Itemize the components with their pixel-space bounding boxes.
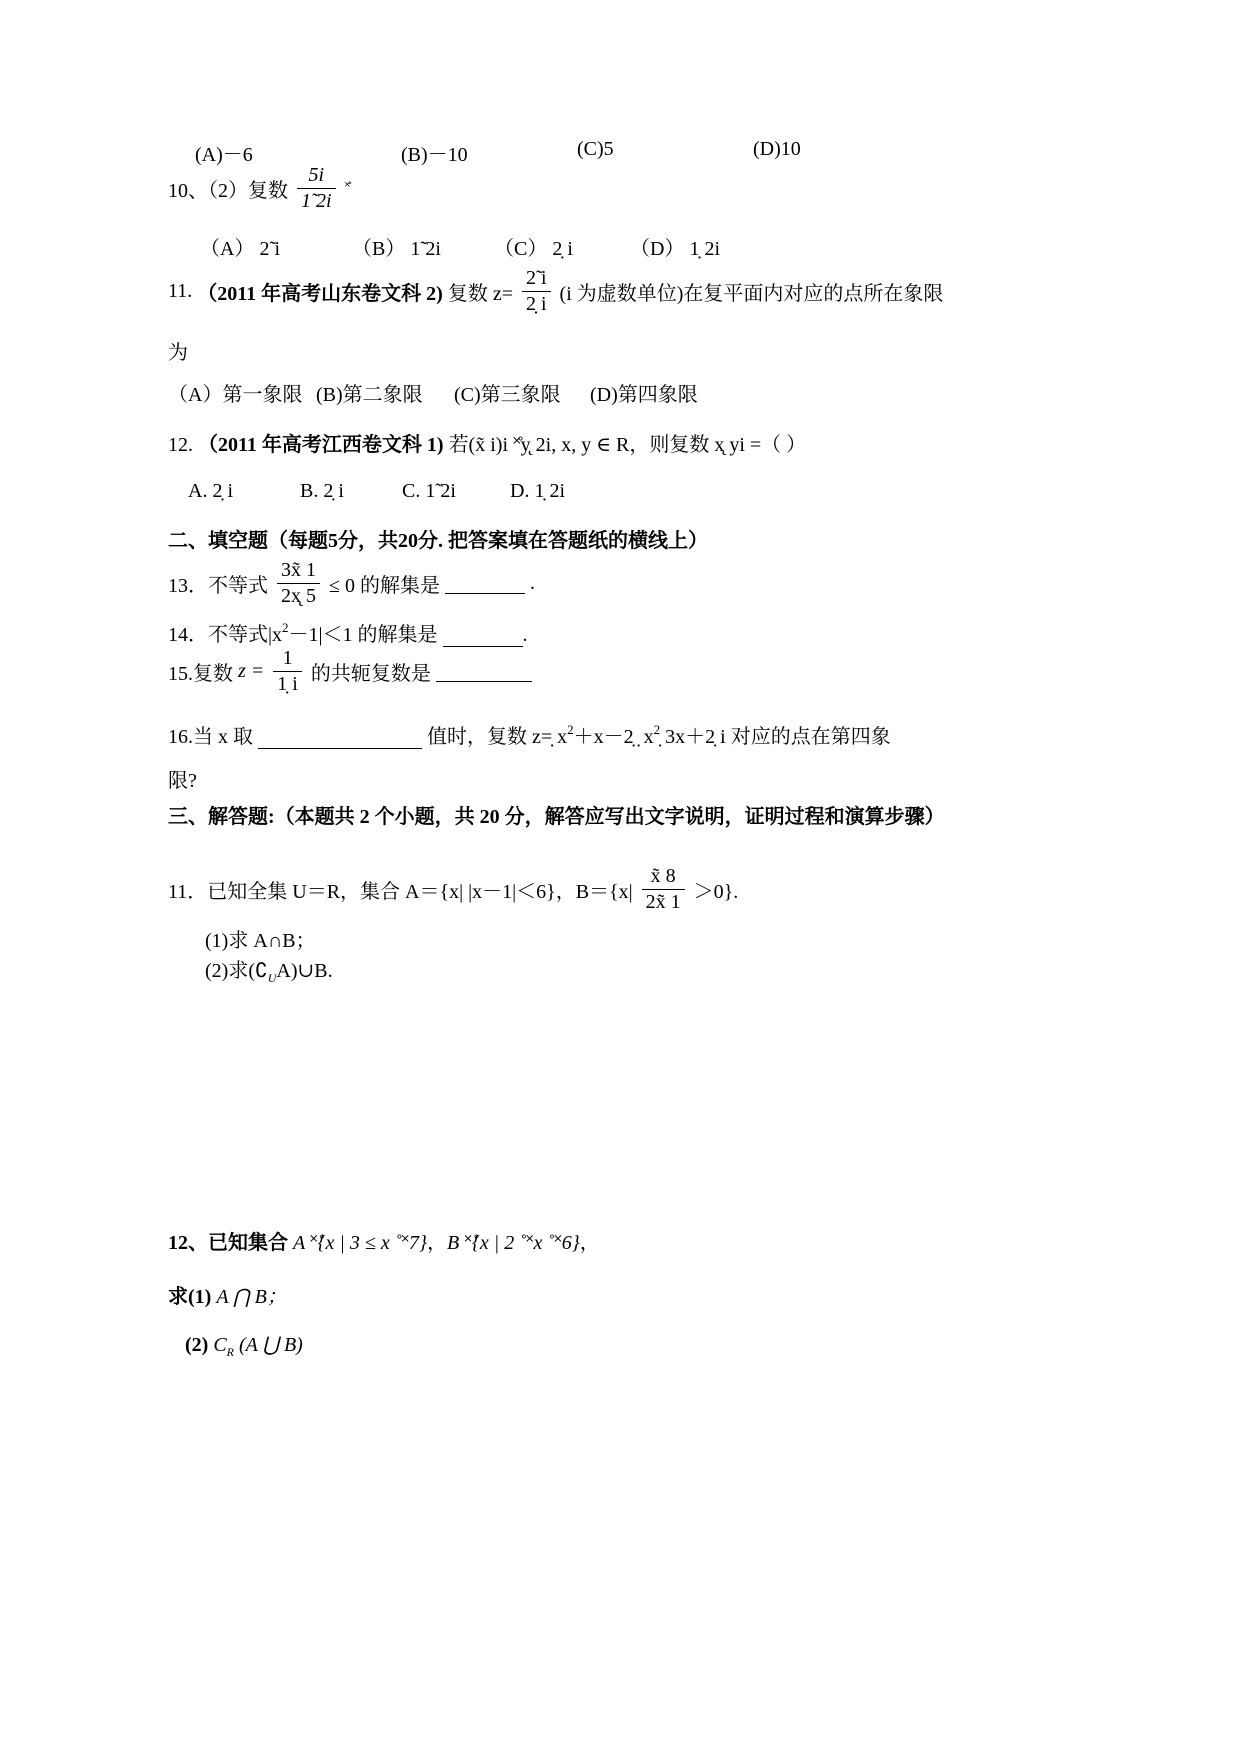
q9-option-b: (B)－10 bbox=[401, 144, 468, 166]
p11-part2-sub: U bbox=[267, 971, 277, 985]
p12-mid: ， bbox=[427, 1232, 448, 1254]
q15-frac-num: 1 bbox=[273, 648, 302, 672]
p11-stem bbox=[168, 866, 738, 913]
q14-answer-blank[interactable] bbox=[443, 626, 523, 647]
p12-end: ， bbox=[579, 1232, 600, 1254]
q10-option-d: （D） 1̣ 2i bbox=[630, 238, 720, 260]
q13-frac-den: 2x̨ 5 bbox=[281, 585, 316, 607]
q15-frac-den: 1̣ i bbox=[277, 673, 298, 695]
p11-tail: ＞0}. bbox=[693, 881, 739, 903]
p12-lead: 12、已知集合 bbox=[168, 1232, 288, 1254]
p12-part2-label: (2) bbox=[185, 1334, 209, 1356]
p12-part1-line bbox=[168, 1280, 287, 1309]
section-3-heading: 三、解答题:（本题共 2 个小题，共 20 分，解答应写出文字说明，证明过程和演算步骤） bbox=[168, 806, 945, 828]
q14-stem bbox=[168, 618, 528, 647]
p12-part2-line bbox=[185, 1332, 303, 1360]
q12-text: 若(x̃ i)i ˟̊y̨ 2i, x, y ∈ R，则复数 x̨ yi =（ ） bbox=[448, 434, 807, 456]
p11-part2: (2)求(∁ bbox=[205, 960, 268, 982]
q12-option-c: C. 1̃ 2i bbox=[402, 480, 456, 502]
p12-part1: A ⋂ B； bbox=[216, 1286, 287, 1308]
q14-lead: 14．不等式|x bbox=[168, 624, 283, 646]
p12-part2-sub: R bbox=[226, 1345, 235, 1359]
q13-fraction bbox=[277, 560, 320, 607]
q13-frac-num: 3x̃ 1 bbox=[277, 560, 320, 584]
q11-text2: (i 为虚数单位)在复平面内对应的点所在象限 bbox=[559, 283, 944, 305]
q12-option-a: A. 2̣ i bbox=[188, 480, 233, 502]
q12-option-b: B. 2̣ i bbox=[300, 480, 344, 502]
q12-stem bbox=[168, 428, 806, 457]
q10-tail: ˟̊ bbox=[344, 180, 350, 196]
q15-stem bbox=[168, 648, 532, 695]
q16-text2: ＋x－2̣ ̣ x bbox=[573, 726, 654, 748]
p12-stem bbox=[168, 1226, 600, 1255]
q9-option-d: (D)10 bbox=[753, 138, 801, 160]
q14-sup: 2 bbox=[282, 620, 289, 635]
q11-option-b: (B)第二象限 bbox=[316, 384, 423, 406]
q16-text: 值时，复数 z=̣ x bbox=[427, 726, 568, 748]
p12-part2: (A ⋃ B) bbox=[239, 1334, 303, 1356]
q16-stem bbox=[168, 720, 891, 749]
p11-part2-end: A)∪B. bbox=[276, 960, 333, 982]
q15-tail: 的共轭复数是 bbox=[310, 663, 431, 685]
q10-option-c: （C） 2̣ i bbox=[494, 238, 573, 260]
p11-lead: 11．已知全集 U＝R，集合 A＝{x| |x－1|＜6}，B＝{x| bbox=[168, 881, 633, 903]
p12-part1-label: 求(1) bbox=[168, 1286, 212, 1308]
q11-option-a: （A）第一象限 bbox=[168, 384, 303, 406]
q11-stem bbox=[168, 268, 943, 315]
q10-fraction bbox=[297, 165, 336, 212]
q10-stem bbox=[168, 165, 350, 212]
p12-set-b: B ˟̊{x | 2 ˚˟x ˚˟6} bbox=[447, 1232, 580, 1254]
q11-option-c: (C)第三象限 bbox=[454, 384, 561, 406]
p11-part2-line bbox=[205, 954, 333, 986]
q10-lead: 10、（2）复数 bbox=[168, 180, 288, 202]
q16-line2: 限? bbox=[168, 770, 197, 792]
q16-text3: ̣ 3x＋2̣ i 对应的点在第四象 bbox=[660, 726, 891, 748]
q15-z: z = bbox=[238, 660, 265, 682]
q11-source: （2011 年高考山东卷文科 2) bbox=[197, 283, 443, 305]
q11-number: 11. bbox=[168, 280, 193, 302]
q11-option-d: (D)第四象限 bbox=[590, 384, 698, 406]
q13-stem bbox=[168, 560, 535, 607]
q14-mid: －1|＜1 的解集是 bbox=[288, 624, 438, 646]
q15-fraction bbox=[273, 648, 302, 695]
q11-frac-den: 2̣ i bbox=[525, 293, 547, 315]
q14-end: . bbox=[522, 624, 528, 646]
q10-option-b: （B） 1̃ 2i bbox=[352, 238, 441, 260]
q9-option-a: (A)－6 bbox=[195, 144, 253, 166]
q15-answer-blank[interactable] bbox=[436, 661, 532, 682]
q16-sup1: 2 bbox=[567, 722, 574, 737]
q12-number: 12. bbox=[168, 434, 193, 456]
q12-source: （2011 年高考江西卷文科 1) bbox=[198, 434, 444, 456]
p11-fraction bbox=[642, 866, 685, 913]
section-2-heading: 二、填空题（每题5分，共20分. 把答案填在答题纸的横线上） bbox=[168, 530, 708, 552]
q9-option-c: (C)5 bbox=[577, 138, 614, 160]
p12-set-a: A ˟̊{x | 3 ≤ x ˚˟7} bbox=[293, 1232, 428, 1254]
q16-sup2: 2 bbox=[653, 722, 661, 737]
q13-end: . bbox=[529, 572, 535, 594]
q12-option-d: D. 1̣ 2i bbox=[510, 480, 565, 502]
q10-option-a: （A） 2̃ i bbox=[200, 238, 280, 260]
p11-frac-den: 2x̃ 1 bbox=[645, 891, 681, 913]
q16-lead: 16.当 x 取 bbox=[168, 726, 253, 748]
p12-part2-c: C bbox=[213, 1334, 227, 1356]
q15-lead: 15.复数 bbox=[168, 663, 233, 685]
q16-answer-blank[interactable] bbox=[258, 728, 422, 749]
q10-frac-den: 1̃ 2i bbox=[301, 190, 332, 212]
q11-text1: 复数 z= bbox=[447, 283, 513, 305]
q11-line2: 为 bbox=[168, 342, 188, 364]
p11-part1: (1)求 A∩B； bbox=[205, 930, 316, 952]
q13-answer-blank[interactable] bbox=[445, 573, 525, 594]
q11-frac-num: 2̃ i bbox=[522, 268, 551, 292]
p11-frac-num: x̃ 8 bbox=[642, 866, 685, 890]
q10-frac-num: 5i bbox=[297, 165, 336, 189]
q13-lead: 13．不等式 bbox=[168, 575, 268, 597]
q13-tail: ≤ 0 的解集是 bbox=[329, 575, 440, 597]
q11-fraction bbox=[522, 268, 551, 315]
